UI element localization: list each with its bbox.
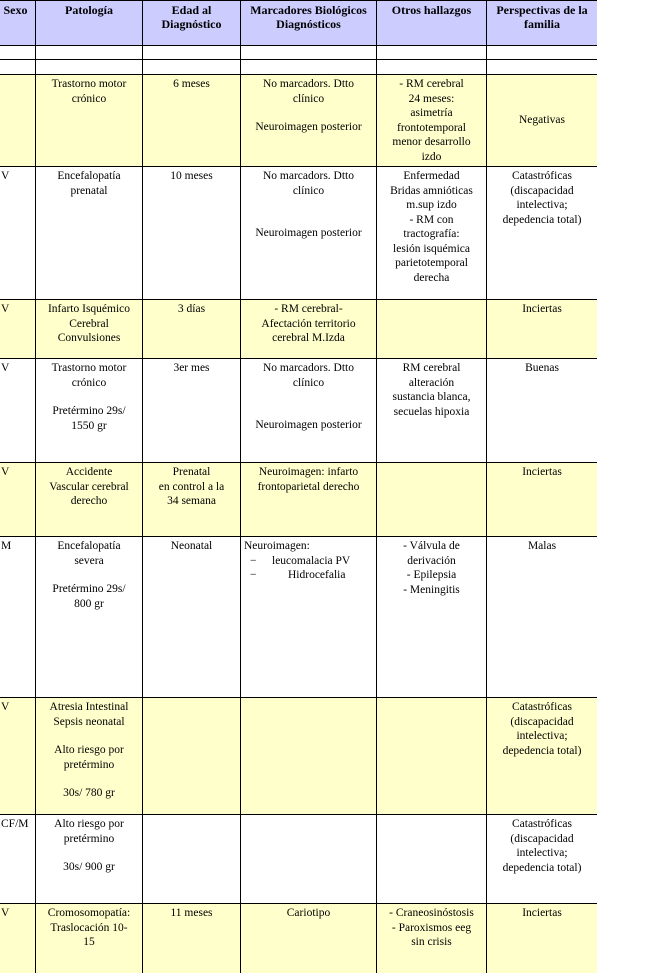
cell-line: frontoparietal derecho xyxy=(257,480,360,493)
cell-marcadores xyxy=(241,75,377,167)
cell-line: 34 semana xyxy=(167,495,216,507)
cell-line: derivación xyxy=(407,554,456,567)
cell-sexo: V xyxy=(0,698,36,815)
cell-line: Encefalopatía xyxy=(57,170,121,182)
cell-patologia xyxy=(36,359,143,463)
cell-line: intelectiva; xyxy=(516,730,568,742)
cell-line: Neonatal xyxy=(170,540,213,552)
cell-line: depedencia total) xyxy=(502,861,582,874)
table-row xyxy=(0,75,597,167)
cell-otros xyxy=(377,698,487,815)
cell-line: Accidente xyxy=(65,466,113,478)
cell-line: Catastróficas xyxy=(511,170,573,182)
cell-line: Infarto Isquémico xyxy=(47,303,131,315)
cell-line: No marcadors. Dtto xyxy=(262,362,355,374)
cell-line: Alto riesgo por xyxy=(54,818,124,830)
cell-line xyxy=(39,390,139,404)
cell-patologia xyxy=(36,537,143,698)
cell-line: (discapacidad xyxy=(510,715,574,728)
cell-line: 30s/ 780 gr xyxy=(63,787,115,799)
cell-line: - Epilepsia xyxy=(406,569,457,581)
cell-edad xyxy=(143,167,241,300)
cell-marcadores xyxy=(241,698,377,815)
cell-line: Catastróficas xyxy=(511,818,573,830)
cell-line: crónico xyxy=(71,376,107,389)
cell-line xyxy=(244,106,373,120)
dash-bullet-icon: − xyxy=(250,569,257,581)
cell-otros xyxy=(377,167,487,300)
cell-line: derecha xyxy=(413,271,450,284)
cell-line: 3er mes xyxy=(173,362,210,374)
cell-line: Alto riesgo por xyxy=(54,744,124,756)
cell-perspectivas xyxy=(487,60,598,75)
dash-bullet-icon: − xyxy=(250,554,257,567)
cell-line: Neuroimagen: xyxy=(244,540,310,552)
cell-line: Enfermedad xyxy=(403,170,460,182)
cell-sexo: V xyxy=(0,463,36,537)
cell-perspectivas xyxy=(487,698,598,815)
cell-line: Afectación territorio xyxy=(261,317,356,330)
cell-marcadores xyxy=(241,815,377,904)
cell-line: pretérmino xyxy=(63,832,115,845)
cell-patologia xyxy=(36,75,143,167)
cell-line xyxy=(39,772,139,786)
cell-sexo: V xyxy=(0,359,36,463)
cell-line: 11 meses xyxy=(170,907,213,919)
cell-line: 6 meses xyxy=(173,78,210,90)
cell-otros xyxy=(377,60,487,75)
cell-patologia xyxy=(36,167,143,300)
cell-line xyxy=(39,846,139,860)
cell-edad xyxy=(143,698,241,815)
bullet-list xyxy=(244,554,373,583)
cell-line: 24 meses: xyxy=(408,92,455,105)
cell-marcadores xyxy=(241,904,377,973)
cell-line: 800 gr xyxy=(74,597,104,610)
cell-line: Catastróficas xyxy=(511,701,573,713)
cell-line: sin crisis xyxy=(411,936,452,948)
cell-otros xyxy=(377,463,487,537)
cell-line: clínico xyxy=(292,184,325,197)
cell-line: lesión isquémica xyxy=(393,242,470,255)
cell-line: Buenas xyxy=(525,362,559,374)
cell-sexo: M xyxy=(0,537,36,698)
cell-line: Negativas xyxy=(519,114,565,127)
cell-patologia xyxy=(36,60,143,75)
cell-marcadores xyxy=(241,537,377,698)
cell-line: 10 meses xyxy=(170,170,213,182)
cell-line xyxy=(244,404,373,418)
cell-marcadores xyxy=(241,463,377,537)
cell-line: - RM cerebral- xyxy=(274,303,343,315)
header-otros: Otros hallazgos xyxy=(377,1,487,46)
cell-line: Malas xyxy=(527,540,557,552)
cell-otros xyxy=(377,815,487,904)
cell-line: 15 xyxy=(83,936,95,948)
table-row xyxy=(0,904,597,973)
cell-edad xyxy=(143,300,241,359)
header-patologia: Patología xyxy=(36,1,143,46)
cell-line: No marcadors. Dtto xyxy=(262,78,355,90)
cell-line: alteración xyxy=(408,376,455,389)
list-item xyxy=(244,554,373,569)
cell-edad xyxy=(143,60,241,75)
cell-edad xyxy=(143,46,241,60)
cell-edad xyxy=(143,904,241,973)
table-row xyxy=(0,167,597,300)
cell-patologia xyxy=(36,698,143,815)
cell-sexo xyxy=(0,46,36,60)
cell-line: - Paroxismos eeg xyxy=(391,921,472,934)
cell-perspectivas xyxy=(487,463,598,537)
cell-marcadores xyxy=(241,359,377,463)
cell-line: Encefalopatía xyxy=(57,540,121,552)
cell-line: Neuroimagen posterior xyxy=(255,227,362,239)
list-item-text: Hidrocefalia xyxy=(288,569,346,581)
cell-line: 30s/ 900 gr xyxy=(63,861,115,873)
cell-edad xyxy=(143,537,241,698)
cell-marcadores xyxy=(241,60,377,75)
cell-line: asimetría xyxy=(410,107,453,119)
cell-line: intelectiva; xyxy=(516,847,568,859)
cell-line: 1550 gr xyxy=(71,419,107,432)
cell-sexo: V xyxy=(0,904,36,973)
cell-line: prenatal xyxy=(70,184,108,197)
cell-line: Vascular cerebral xyxy=(49,480,129,493)
cell-line: intelectiva; xyxy=(516,199,568,211)
cell-line: derecho xyxy=(70,495,108,507)
header-edad: Edad al Diagnóstico xyxy=(143,1,241,46)
cell-perspectivas xyxy=(487,359,598,463)
cell-line: - RM cerebral xyxy=(399,78,464,90)
header-marcadores: Marcadores Biológicos Diagnósticos xyxy=(241,1,377,46)
cell-line xyxy=(244,390,373,404)
cell-line: Cariotipo xyxy=(286,907,331,919)
cell-line: clínico xyxy=(292,92,325,105)
cell-line: Inciertas xyxy=(522,907,562,919)
cell-line: m.sup izdo xyxy=(406,199,457,211)
cell-otros xyxy=(377,537,487,698)
cell-sexo xyxy=(0,75,36,167)
cell-line: sustancia blanca, xyxy=(392,391,471,403)
cell-line: - Meningitis xyxy=(403,583,460,596)
cell-line: 3 días xyxy=(177,303,206,315)
table-row xyxy=(0,300,597,359)
cell-line: Prenatal xyxy=(172,466,211,478)
cell-perspectivas xyxy=(487,46,598,60)
cell-marcadores xyxy=(241,46,377,60)
cell-line: No marcadors. Dtto xyxy=(262,170,355,182)
table-row xyxy=(0,359,597,463)
cell-otros xyxy=(377,46,487,60)
cell-patologia xyxy=(36,300,143,359)
cell-line: Inciertas xyxy=(522,303,562,315)
cell-line: parietotemporal xyxy=(395,257,468,269)
cell-line: en control a la xyxy=(158,480,225,493)
cell-edad xyxy=(143,815,241,904)
cell-edad xyxy=(143,463,241,537)
cell-line: Neuroimagen posterior xyxy=(255,121,362,133)
cell-line: depedencia total) xyxy=(502,213,582,226)
cell-line: Trastorno motor xyxy=(51,78,127,90)
list-item xyxy=(244,568,373,583)
cell-line: izdo xyxy=(421,150,442,163)
table-row xyxy=(0,698,597,815)
cell-perspectivas xyxy=(487,300,598,359)
table-row xyxy=(0,46,597,60)
cell-line: Neuroimagen: infarto xyxy=(258,466,359,478)
cell-line: Neuroimagen posterior xyxy=(255,419,362,431)
cell-sexo: V xyxy=(0,300,36,359)
cell-line: Trastorno motor xyxy=(51,362,127,374)
cell-line: Sepsis neonatal xyxy=(53,715,125,728)
table-row xyxy=(0,537,597,698)
cell-patologia xyxy=(36,815,143,904)
cell-marcadores xyxy=(241,300,377,359)
cell-edad xyxy=(143,75,241,167)
cell-perspectivas xyxy=(487,167,598,300)
cell-line xyxy=(39,729,139,743)
cell-line: - Válvula de xyxy=(403,540,460,552)
list-item-text: leucomalacia PV xyxy=(272,554,351,567)
cell-line xyxy=(244,198,373,212)
cell-otros xyxy=(377,75,487,167)
cell-line: frontotemporal xyxy=(397,121,466,134)
cell-patologia xyxy=(36,904,143,973)
cell-line: Cromosomopatía: xyxy=(47,907,131,919)
cell-perspectivas xyxy=(487,904,598,973)
cell-perspectivas xyxy=(487,537,598,698)
cell-sexo xyxy=(0,60,36,75)
cell-sexo: V xyxy=(0,167,36,300)
cell-line: - RM con xyxy=(409,213,454,226)
cell-perspectivas xyxy=(487,815,598,904)
cell-line: tractografía: xyxy=(403,228,460,240)
cell-otros xyxy=(377,904,487,973)
cell-line xyxy=(39,568,139,582)
cell-line: secuelas hipoxia xyxy=(393,405,470,418)
cell-line: clínico xyxy=(292,376,325,389)
cell-otros xyxy=(377,300,487,359)
cell-line: severa xyxy=(74,554,104,567)
cell-line: - Craneosinóstosis xyxy=(389,907,474,919)
cell-edad xyxy=(143,359,241,463)
cell-perspectivas xyxy=(487,75,598,167)
cell-line: (discapacidad xyxy=(510,832,574,845)
cell-line: Pretérmino 29s/ xyxy=(52,405,126,417)
cell-marcadores xyxy=(241,167,377,300)
cell-line: Bridas amnióticas xyxy=(390,184,473,197)
cell-line: Traslocación 10- xyxy=(50,921,128,934)
cell-line: crónico xyxy=(71,92,107,105)
table-row xyxy=(0,463,597,537)
cell-line: Atresia Intestinal xyxy=(49,701,129,713)
table-row xyxy=(0,60,597,75)
cell-line: pretérmino xyxy=(63,758,115,771)
cell-line: menor desarrollo xyxy=(392,136,471,148)
header-perspectivas: Perspectivas de la familia xyxy=(487,1,598,46)
cell-line: cerebral M.Izda xyxy=(272,332,345,344)
cell-line xyxy=(244,212,373,226)
cell-sexo: CF/M xyxy=(0,815,36,904)
table-row xyxy=(0,815,597,904)
cell-line: Inciertas xyxy=(522,466,562,478)
cell-line: Convulsiones xyxy=(57,332,121,344)
cell-line: RM cerebral xyxy=(402,362,461,374)
cell-patologia xyxy=(36,463,143,537)
cell-line: (discapacidad xyxy=(510,184,574,197)
cell-patologia xyxy=(36,46,143,60)
cell-otros xyxy=(377,359,487,463)
cell-line: Cerebral xyxy=(69,317,109,330)
cell-line: Pretérmino 29s/ xyxy=(52,583,126,595)
cell-line: depedencia total) xyxy=(502,744,582,757)
header-sexo: Sexo xyxy=(0,1,36,46)
